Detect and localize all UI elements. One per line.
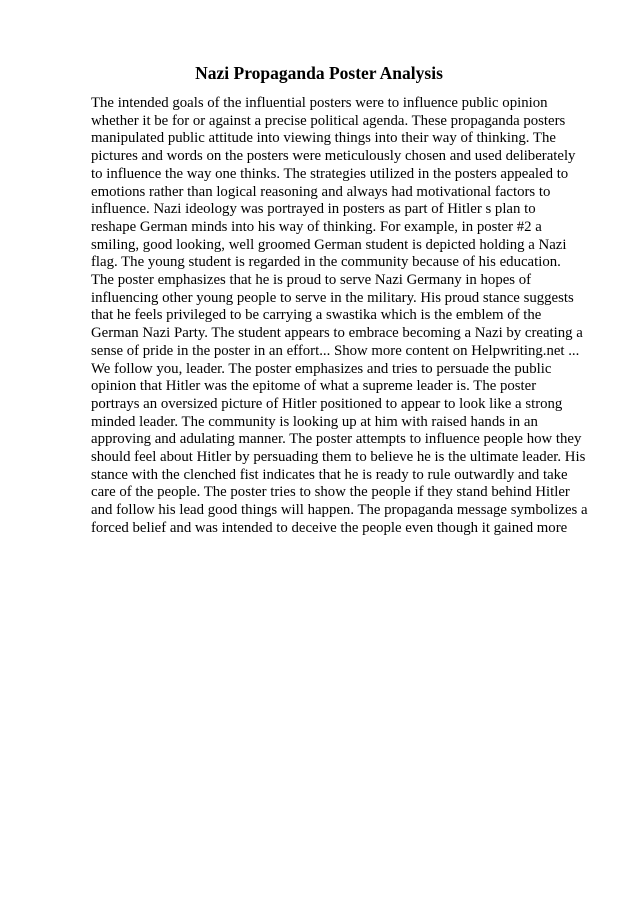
body-line: opinion that Hitler was the epitome of what a supreme leader is. The poster (91, 378, 537, 395)
body-line: and follow his lead good things will happen. The propaganda message symbolizes a (91, 502, 588, 519)
body-line: that he feels privileged to be carrying a swastika which is the emblem of the (91, 307, 542, 324)
body-line: portrays an oversized picture of Hitler positioned to appear to look like a strong (91, 395, 563, 412)
body-line: influencing other young people to serve in the military. His proud stance suggests (91, 289, 574, 306)
body-line: The poster emphasizes that he is proud to serve Nazi Germany in hopes of (91, 272, 532, 289)
body-line: sense of pride in the poster in an effort... Show more content on Helpwriting.net ... (91, 342, 580, 359)
body-line: The intended goals of the influential posters were to influence public opinion (91, 95, 548, 111)
body-line: stance with the clenched fist indicates that he is ready to rule outwardly and take (91, 466, 568, 483)
body-line: reshape German minds into his way of thinking. For example, in poster #2 a (91, 218, 542, 235)
body-line: smiling, good looking, well groomed German student is depicted holding a Nazi (91, 236, 567, 253)
document-body (91, 95, 611, 538)
body-line: care of the people. The poster tries to show the people if they stand behind Hitler (91, 484, 570, 501)
body-line: approving and adulating manner. The poster attempts to influence people how they (91, 431, 582, 448)
body-line: emotions rather than logical reasoning and always had motivational factors to (91, 183, 551, 200)
body-line: forced belief and was intended to deceive the people even though it gained more (91, 519, 568, 536)
body-line: German Nazi Party. The student appears to embrace becoming a Nazi by creating a (91, 325, 583, 342)
body-line: pictures and words on the posters were meticulously chosen and used deliberately (91, 148, 576, 165)
body-line: We follow you, leader. The poster emphasizes and tries to persuade the public (91, 360, 552, 377)
body-line: influence. Nazi ideology was portrayed in posters as part of Hitler s plan to (91, 201, 536, 218)
document-title: Nazi Propaganda Poster Analysis (195, 63, 443, 83)
body-line: to influence the way one thinks. The strategies utilized in the posters appealed to (91, 165, 569, 182)
body-line: flag. The young student is regarded in the community because of his education. (91, 254, 561, 271)
body-line: manipulated public attitude into viewing things into their way of thinking. The (91, 130, 556, 147)
body-line: minded leader. The community is looking up at him with raised hands in an (91, 413, 538, 430)
body-line: whether it be for or against a precise political agenda. These propaganda posters (91, 112, 566, 129)
body-line: should feel about Hitler by persuading them to believe he is the ultimate leader. His (91, 449, 586, 466)
